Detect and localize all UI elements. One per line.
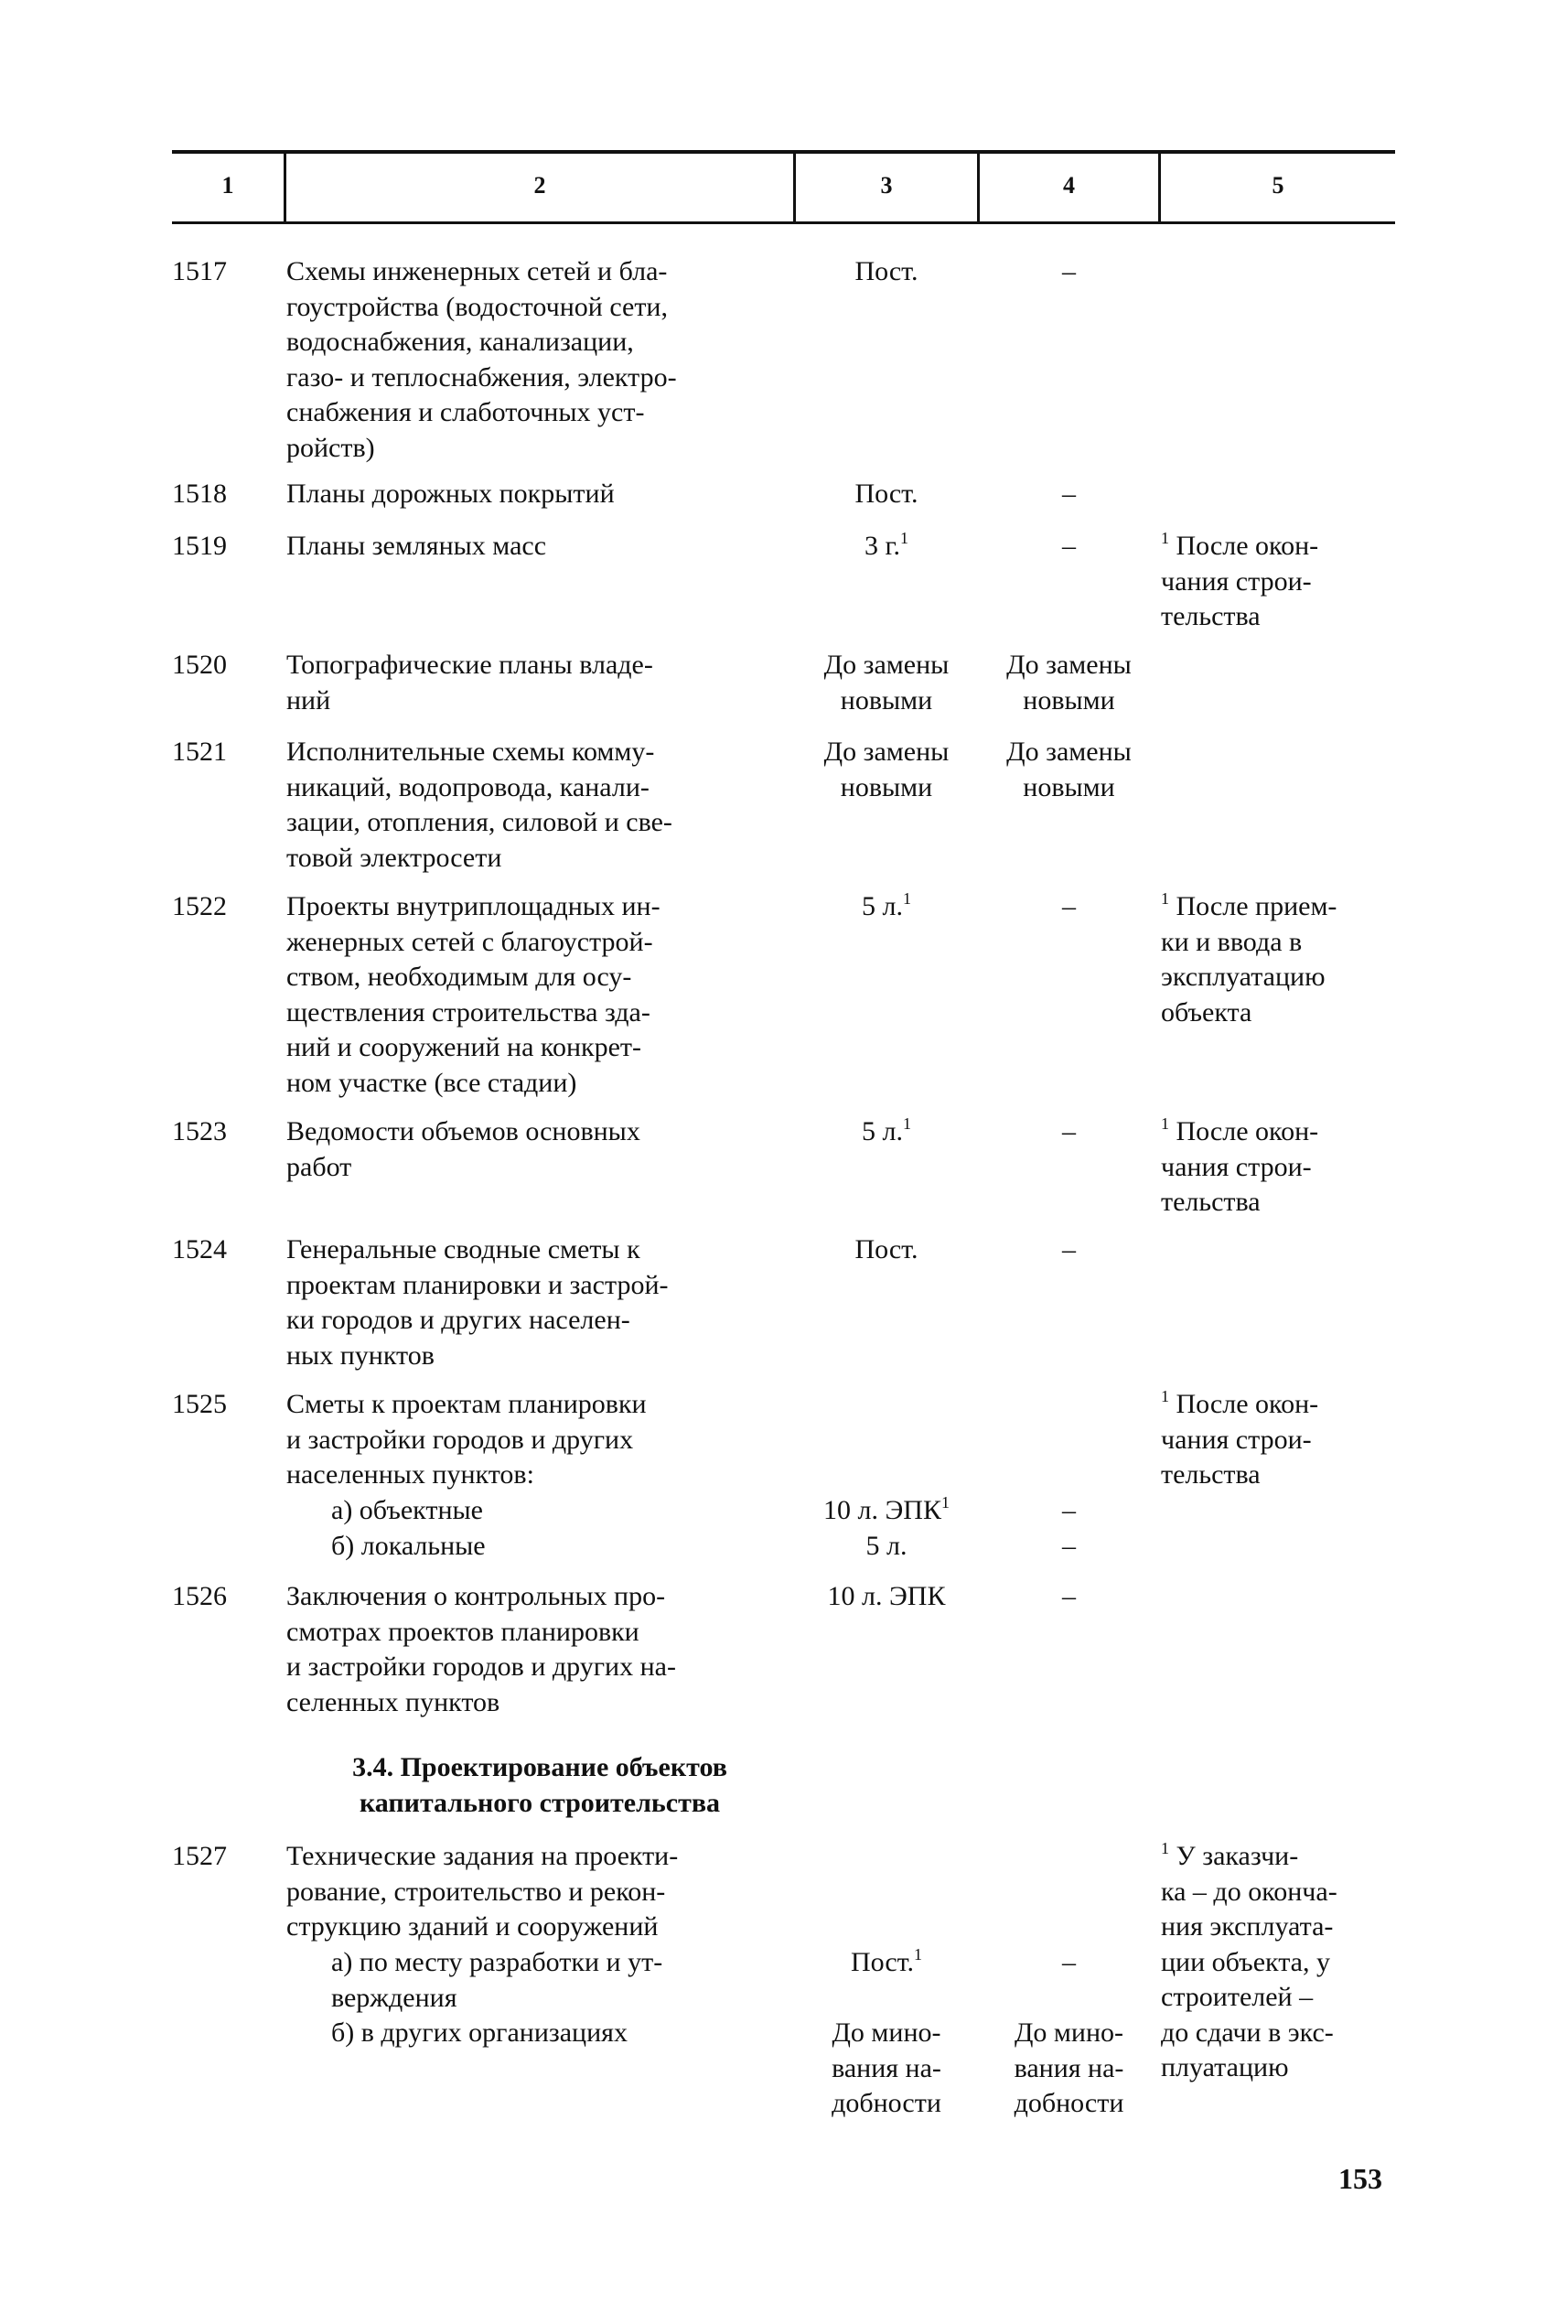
row-description: б) в других организациях (331, 2017, 628, 2048)
row-note: $^1$ После окон- чания строи- тельства (1161, 1387, 1319, 1490)
row-retention-other: – (1062, 1581, 1076, 1611)
row-retention-period: 3 г.$^1$ (865, 529, 908, 561)
row-description: Генеральные сводные сметы к проектам планировки и застрой- ки городов и других населен- ных пунктов (286, 1234, 669, 1371)
row-retention-period: До замены новыми (823, 650, 950, 715)
row-retention-period: Пост.$^1$ (850, 1945, 923, 1977)
row-retention-other: – (1062, 256, 1076, 286)
row-note: $^1$ После прием- ки и ввода в эксплуатацию объекта (1161, 889, 1337, 1028)
row-retention-period: 5 л.$^1$ (862, 1114, 911, 1146)
header-col-1: 1 (221, 172, 234, 199)
row-description: Ведомости объемов основных работ (286, 1116, 640, 1182)
page-number: 153 (1338, 2162, 1382, 2195)
row-number: 1526 (172, 1581, 227, 1611)
row-retention-other: – (1062, 1116, 1076, 1146)
row-description: Планы дорожных покрытий (286, 479, 615, 509)
row-retention-other: До замены новыми (1006, 737, 1132, 802)
row-description: Сметы к проектам планировки и застройки городов и других населенных пунктов: (286, 1389, 647, 1490)
row-description: Технические задания на проекти- рование, строительство и рекон- струкцию зданий и сооружений (286, 1841, 679, 1942)
row-number: 1520 (172, 650, 227, 680)
row-description: Проекты внутриплощадных ин- женерных сетей с благоустрой- ством, необходимым для осу- ществления строительства зда- ний и сооружений на конкрет- ном участке (все стадии) (286, 891, 660, 1098)
row-description: а) по месту разработки и ут- верждения (331, 1947, 663, 2013)
row-number: 1519 (172, 531, 227, 561)
row-number: 1523 (172, 1116, 227, 1146)
header-col-5: 5 (1272, 172, 1284, 199)
row-retention-period: Пост. (854, 256, 918, 286)
row-retention-period: До мино- вания на- добности (832, 2017, 941, 2118)
row-description: Заключения о контрольных про- смотрах проектов планировки и застройки городов и других на- селенных пунктов (286, 1581, 676, 1717)
row-description: а) объектные (331, 1495, 483, 1525)
row-number: 1524 (172, 1234, 227, 1264)
footnote-marker: 1 (902, 1114, 911, 1133)
row-retention-other: – (1062, 891, 1076, 921)
footnote-marker: 1 (914, 1945, 923, 1964)
row-retention-period: 10 л. ЭПК$^1$ (823, 1493, 950, 1525)
row-retention-other: – (1062, 1531, 1076, 1561)
row-number: 1522 (172, 891, 227, 921)
footnote-marker: 1 (1161, 529, 1169, 547)
row-note: $^1$ После окон- чания строи- тельства (1161, 529, 1319, 631)
footnote-marker: 1 (1161, 1387, 1169, 1405)
row-number: 1517 (172, 256, 227, 286)
row-description: Схемы инженерных сетей и бла- гоустройства (водосточной сети, водоснабжения, канализации, газо- и теплоснабжения, электро- снабжения и слаботочных уст- ройств) (286, 256, 677, 463)
footnote-marker: 1 (899, 529, 908, 547)
header-col-4: 4 (1063, 172, 1075, 199)
row-note: $^1$ У заказчи- ка – до оконча- ния эксплуата- ции объекта, у строителей – до сдачи в экс- плуатацию (1161, 1839, 1337, 2082)
row-retention-other: До мино- вания на- добности (1014, 2017, 1124, 2118)
row-description: Планы земляных масс (286, 531, 547, 561)
row-retention-other: – (1062, 1495, 1076, 1525)
row-retention-period: До замены новыми (823, 737, 950, 802)
row-retention-other: – (1062, 531, 1076, 561)
footnote-marker: 1 (1161, 1114, 1169, 1133)
row-number: 1527 (172, 1841, 227, 1871)
header-col-2: 2 (533, 172, 546, 199)
footnote-marker: 1 (902, 889, 911, 908)
row-retention-period: 5 л.$^1$ (862, 889, 911, 921)
row-retention-other: До замены новыми (1006, 650, 1132, 715)
row-number: 1521 (172, 737, 227, 767)
row-retention-period: 5 л. (865, 1531, 908, 1561)
row-description: б) локальные (331, 1531, 486, 1561)
row-description: Исполнительные схемы комму- никаций, водопровода, канали- зации, отопления, силовой и све- товой электросети (286, 737, 672, 873)
section-heading: 3.4. Проектирование объектов капитального строительства (352, 1752, 727, 1818)
table-header-bottom-rule (172, 221, 1395, 224)
row-retention-period: 10 л. ЭПК (827, 1581, 946, 1611)
row-retention-other: – (1062, 479, 1076, 509)
row-number: 1518 (172, 479, 227, 509)
table-top-rule (172, 150, 1395, 154)
row-retention-other: – (1062, 1234, 1076, 1264)
row-retention-period: Пост. (854, 479, 918, 509)
row-description: Топографические планы владе- ний (286, 650, 653, 715)
row-note: $^1$ После окон- чания строи- тельства (1161, 1114, 1319, 1217)
row-retention-period: Пост. (854, 1234, 918, 1264)
footnote-marker: 1 (1161, 1839, 1169, 1857)
footnote-marker: 1 (940, 1493, 950, 1512)
header-col-3: 3 (880, 172, 893, 199)
footnote-marker: 1 (1161, 889, 1169, 908)
row-number: 1525 (172, 1389, 227, 1419)
row-retention-other: – (1062, 1947, 1076, 1977)
